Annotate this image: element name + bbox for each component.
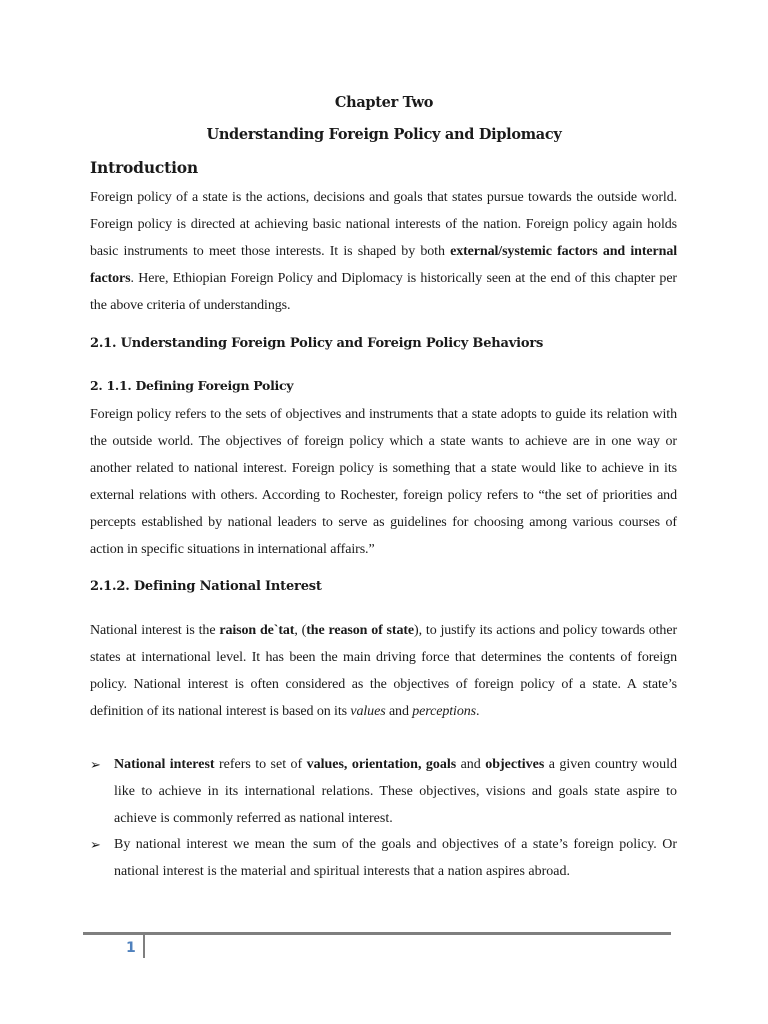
footer-divider [83, 932, 671, 935]
chapter-label: Chapter Two [334, 94, 434, 111]
bullet-text: By national interest we mean the sum of the goals and objectives of a state’s foreign policy. Or national interest is the material and spiritual interests that a nation aspires abroad. [114, 837, 677, 879]
ni-text-1: National interest is the [90, 623, 220, 638]
ni-text-2: , ( [294, 623, 307, 638]
intro-text-2: . Here, Ethiopian Foreign Policy and Diplomacy is historically seen at the end of this chapter per the above criteria of understandings. [90, 271, 677, 313]
national-interest-paragraph [90, 617, 677, 725]
bullet-text-run: refers to set of [214, 757, 307, 772]
intro-heading: Introduction [90, 158, 198, 177]
ni-text-3: ), to justify its actions and policy towards other states at international level. It has been the main driving force that determines the contents of foreign policy. National interest is often considered as the objectives of foreign policy of a state. A state’s definition of its national interest is based on its [90, 623, 678, 719]
page-number-separator [143, 934, 145, 958]
ni-text-4: and [385, 704, 413, 719]
bullet-item [90, 831, 677, 885]
bullet-text-run: and [456, 757, 486, 772]
intro-text-1: Foreign policy of a state is the actions, decisions and goals that states pursue towards the outside world. Foreign policy is directed at achieving basic national interests of the nation. Foreign policy again holds basic instruments to meet those interests. It is shaped by both [90, 190, 677, 259]
ni-italic-perceptions: perceptions [412, 704, 476, 719]
ni-bold-reason-of-state: the reason of state [306, 623, 415, 638]
arrow-bullet-icon: ➢ [90, 837, 101, 852]
bullet-item [90, 751, 677, 832]
arrow-bullet-icon: ➢ [90, 757, 101, 772]
bullet-bold-objectives: objectives [485, 757, 545, 772]
bullet-bold-values: values, orientation, goals [306, 757, 457, 772]
ni-text-5: . [475, 704, 480, 719]
intro-paragraph [90, 184, 677, 319]
section-2-1-heading: 2.1. Understanding Foreign Policy and Foreign Policy Behaviors [90, 336, 544, 351]
ni-bold-raison: raison de`tat [219, 623, 295, 638]
bullet-text [114, 751, 677, 832]
intro-bold-factors: external/systemic factors and internal factors [90, 244, 678, 286]
chapter-title: Understanding Foreign Policy and Diplomacy [206, 126, 562, 143]
foreign-policy-paragraph: Foreign policy refers to the sets of objectives and instruments that a state adopts to guide its relation with the outside world. The objectives of foreign policy which a state wants to achieve are in one way or another related to national interest. Foreign policy is something that a state would like to achieve in its external relations with others. According to Rochester, foreign policy refers to “the set of priorities and percepts established by national leaders to serve as guidelines for choosing among various courses of action in specific situations in international affairs.” [90, 407, 677, 557]
ni-italic-values: values [350, 704, 386, 719]
section-2-1-2-heading: 2.1.2. Defining National Interest [90, 579, 322, 594]
bullet-bold-national-interest: National interest [114, 757, 215, 772]
bullet-text-run: a given country would like to achieve in its international relations. These objectives, visions and goals state aspire to achieve is commonly referred as national interest. [114, 757, 678, 826]
section-2-1-1-heading: 2. 1.1. Defining Foreign Policy [90, 378, 294, 393]
page-number: 1 [126, 940, 136, 956]
